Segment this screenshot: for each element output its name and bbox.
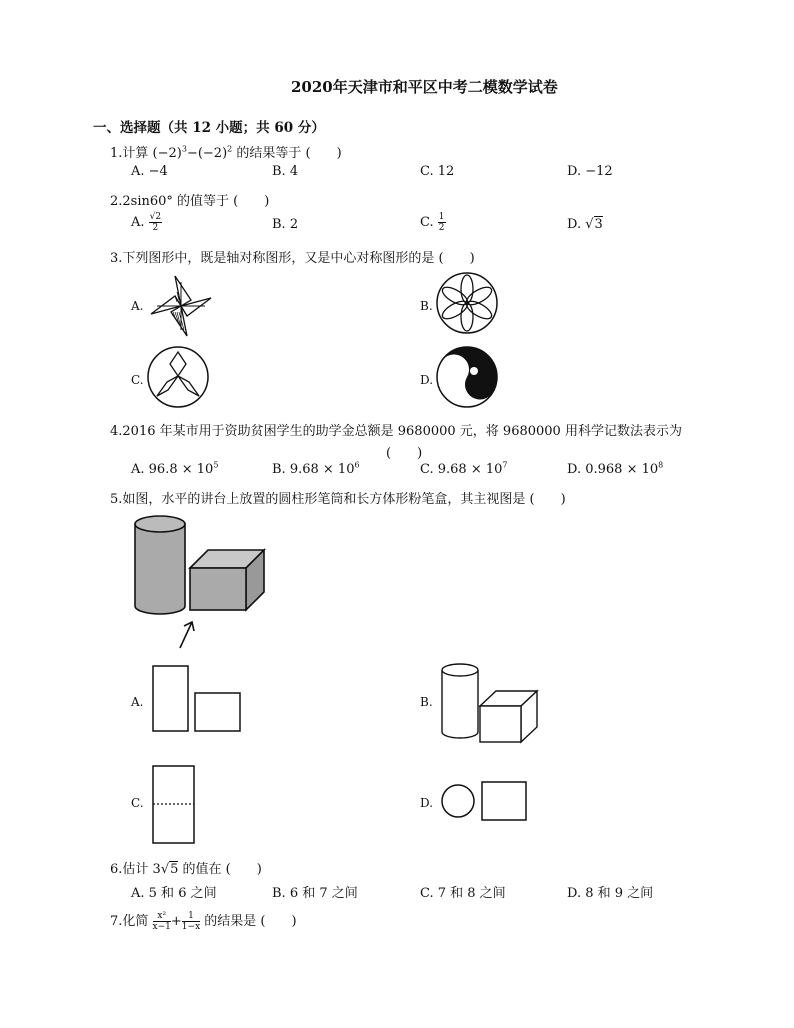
- q2-option-d: D. √3: [567, 217, 603, 232]
- option-c-split-rectangle: [152, 765, 198, 845]
- q2-option-a: A. $\frac{√2}{2}$: [131, 212, 162, 233]
- q4-answer-paren: ( ): [386, 446, 423, 461]
- q6-option-b: B. 6 和 7 之间: [272, 886, 358, 901]
- q5-label-a: A.: [131, 695, 144, 709]
- question-6-stem: 6.估计 3√5 的值在 ( ): [110, 862, 262, 877]
- pinwheel-figure: [147, 272, 215, 340]
- cylinder-box-figure: [132, 510, 272, 650]
- question-5-stem: 5.如图，水平的讲台上放置的圆柱形笔筒和长方体形粉笔盒，其主视图是 ( ): [110, 492, 566, 507]
- question-1-stem: 1.计算 $(-2)^3-(-2)^2$ 的结果等于 ( ): [110, 144, 342, 161]
- q6-option-a: A. 5 和 6 之间: [131, 886, 217, 901]
- q4-option-b: B. $9.68 \times 10^6$: [272, 460, 360, 477]
- q4-option-d: D. $0.968 \times 10^8$: [567, 460, 664, 477]
- q5-label-b: B.: [420, 695, 433, 709]
- q4-option-a: A. $96.8 \times 10^5$: [131, 460, 219, 477]
- yin-yang-figure: [436, 346, 498, 408]
- q3-label-a: A.: [131, 299, 144, 313]
- question-3-stem: 3.下列图形中，既是轴对称图形，又是中心对称图形的是 ( ): [110, 251, 475, 266]
- q5-label-d: D.: [420, 796, 434, 810]
- question-4-stem: 4.2016 年某市用于资助贫困学生的助学金总额是 9680000 元，将 9680000 用科学记数法表示为: [110, 424, 682, 439]
- section-header: 一、选择题（共 12 小题；共 60 分）: [93, 120, 325, 136]
- q2-option-c: C. $\frac{1}{2}$: [420, 212, 445, 233]
- q5-label-c: C.: [131, 796, 144, 810]
- page-title: 2020年天津市和平区中考二模数学试卷: [291, 78, 558, 96]
- option-d-circle-square: [440, 780, 530, 822]
- q3-label-c: C.: [131, 373, 144, 387]
- q1-option-d: D. −12: [567, 164, 613, 179]
- q4-option-c: C. $9.68 \times 10^7$: [420, 460, 508, 477]
- q6-option-d: D. 8 和 9 之间: [567, 886, 654, 901]
- q1-option-a: A. −4: [131, 164, 168, 179]
- q1-option-c: C. 12: [420, 164, 455, 179]
- q6-option-c: C. 7 和 8 之间: [420, 886, 506, 901]
- q2-option-b: B. 2: [272, 217, 299, 232]
- option-a-rectangles: [152, 665, 244, 733]
- q1-option-b: B. 4: [272, 164, 299, 179]
- q3-label-d: D.: [420, 373, 434, 387]
- q3-label-b: B.: [420, 299, 433, 313]
- diamond-circle-figure: [147, 346, 209, 408]
- question-7-stem: 7.化简 $\frac{\text{x²}}{x-1}$ + $\frac{1}{1-x}$ 的结果是 ( ): [110, 911, 297, 932]
- question-2-stem: 2.2sin60° 的值等于 ( ): [110, 194, 270, 209]
- option-b-solids: [440, 660, 540, 744]
- flower-circle-figure: [436, 272, 498, 334]
